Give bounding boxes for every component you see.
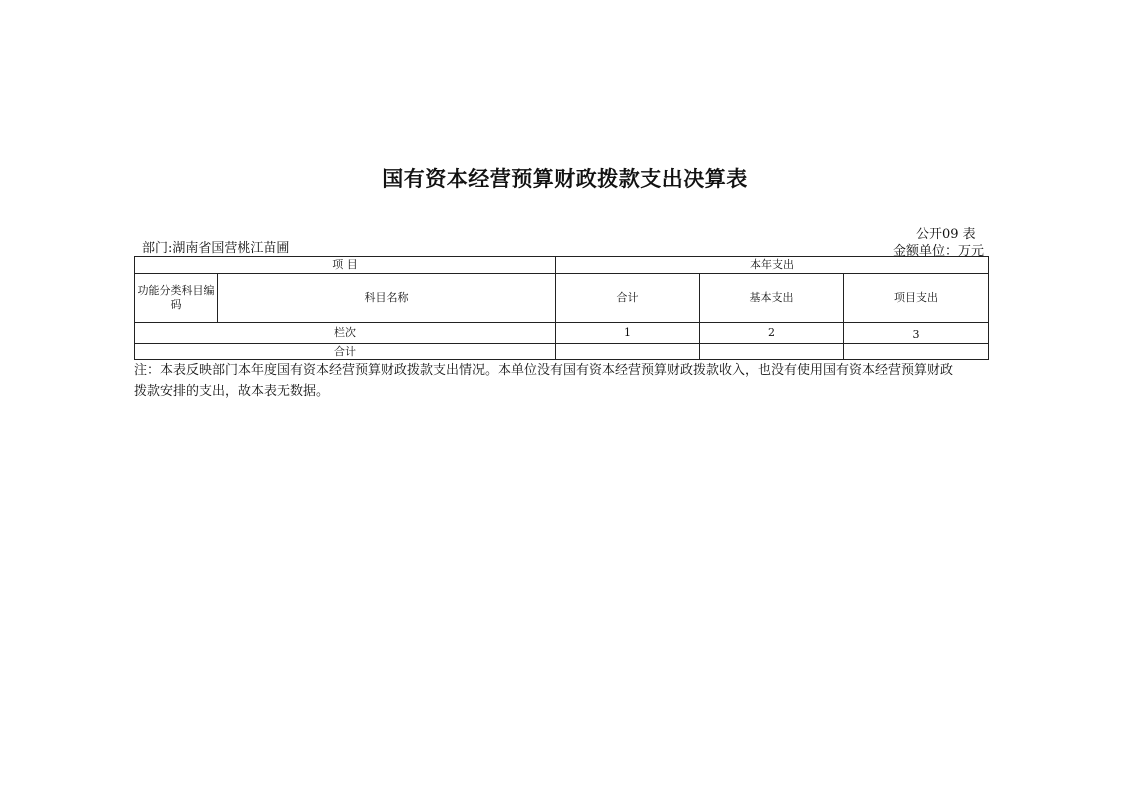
header-project: 项 目 xyxy=(135,257,556,274)
header-project-expenditure: 项目支出 xyxy=(844,274,989,323)
column-number: 3 xyxy=(844,323,989,344)
total-row-label: 合计 xyxy=(135,344,556,360)
amount-unit: 金额单位：万元 xyxy=(893,244,985,259)
total-row xyxy=(135,344,989,360)
header-subject-name: 科目名称 xyxy=(218,274,556,323)
header-function-code: 功能分类科目编码 xyxy=(135,274,218,323)
table-note: 注：本表反映部门本年度国有资本经营预算财政拨款支出情况。本单位没有国有资本经营预算财政拨款收入，也没有使用国有资本经营预算财政拨款安排的支出，故本表无数据。 xyxy=(134,363,954,399)
department-label: 部门:湖南省国营桃江苗圃 xyxy=(142,241,290,256)
basic-expenditure-value xyxy=(700,344,844,360)
table-header-row xyxy=(135,257,989,274)
total-value xyxy=(556,344,700,360)
page-title: 国有资本经营预算财政拨款支出决算表 xyxy=(382,166,748,191)
column-index-label: 栏次 xyxy=(135,323,556,344)
expenditure-table xyxy=(134,256,989,360)
column-number: 2 xyxy=(700,323,844,344)
project-expenditure-value xyxy=(844,344,989,360)
column-number: 1 xyxy=(556,323,700,344)
header-basic-expenditure: 基本支出 xyxy=(700,274,844,323)
column-index-row xyxy=(135,323,989,344)
form-code: 公开09 表 xyxy=(916,227,976,242)
header-current-year-expenditure: 本年支出 xyxy=(556,257,989,274)
table-subheader-row xyxy=(135,274,989,323)
header-total: 合计 xyxy=(556,274,700,323)
